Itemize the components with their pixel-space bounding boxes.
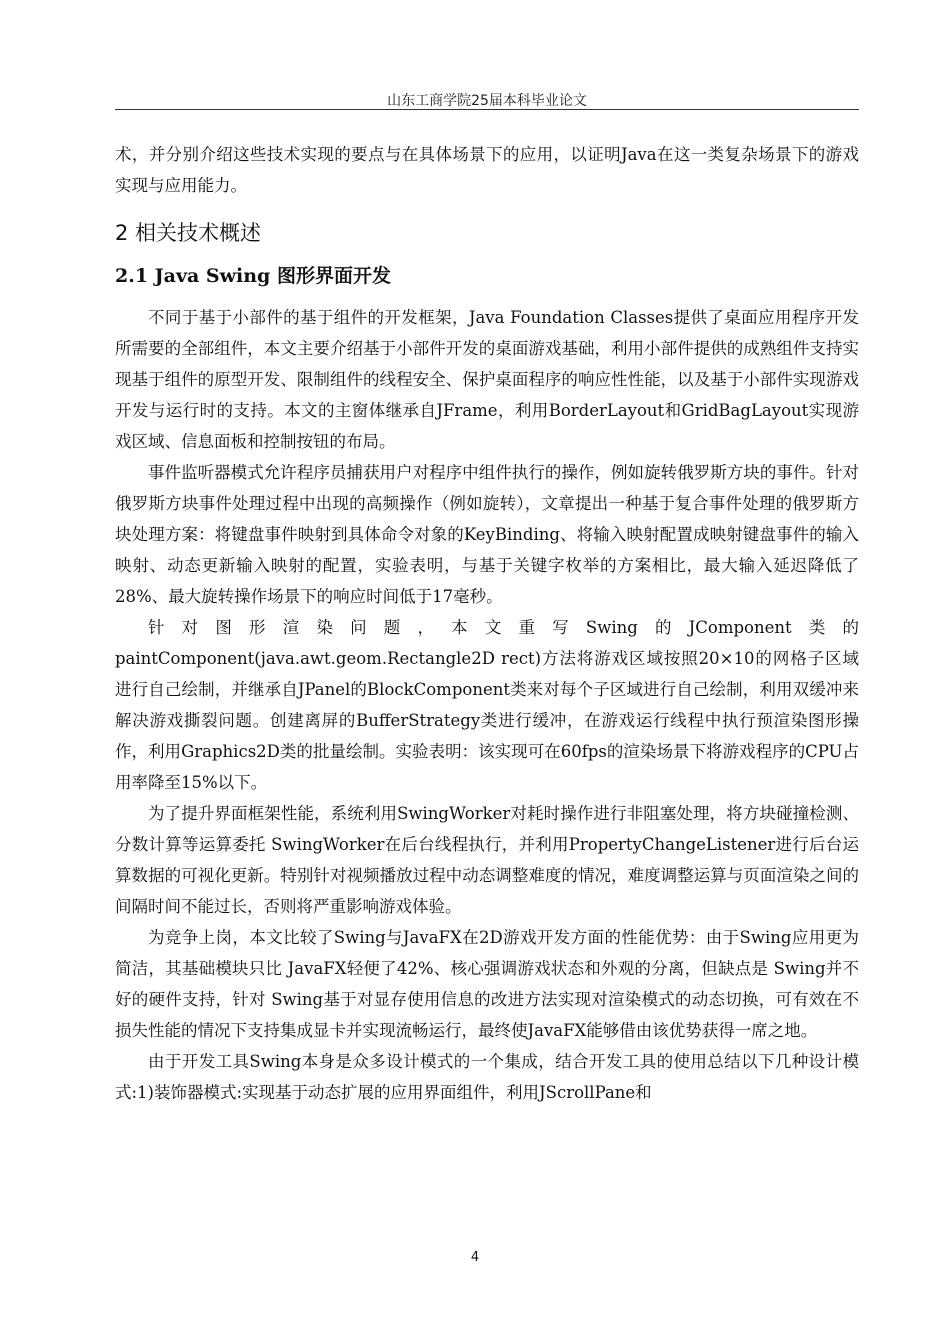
header-title: 山东工商学院25届本科毕业论文	[387, 93, 587, 109]
page-number: 4	[470, 1250, 480, 1265]
paragraph-event-listener: 事件监听器模式允许程序员捕获用户对程序中组件执行的操作，例如旋转俄罗斯方块的事件。针对俄罗斯方块事件处理过程中出现的高频操作（例如旋转），文章提出一种基于复合事件处理的俄罗斯方块处理方案：将键盘事件映射到具体命令对象的KeyBinding、将输入映射配置成映射键盘事件的输入映射、动态更新输入映射的配置，实验表明，与基于关键字枚举的方案相比，最大输入延迟降低了28%、最大旋转操作场景下的响应时间低于17毫秒。	[115, 463, 859, 606]
paragraph-jfc-components: 不同于基于小部件的基于组件的开发框架，Java Foundation Classes提供了桌面应用程序开发所需要的全部组件，本文主要介绍基于小部件开发的桌面游戏基础，利用小部件提供的成熟组件支持实现基于组件的原型开发、限制组件的线程安全、保护桌面程序的响应性性能，以及基于小部件实现游戏开发与运行时的支持。本文的主窗体继承自JFrame，利用BorderLayout和GridBagLayout实现游戏区域、信息面板和控制按钮的布局。	[115, 308, 859, 451]
section-heading: 2 相关技术概述	[115, 221, 262, 245]
paragraph-design-patterns: 由于开发工具Swing本身是众多设计模式的一个集成，结合开发工具的使用总结以下几种设计模式:1)装饰器模式:实现基于动态扩展的应用界面组件，利用JScrollPane和	[115, 1052, 859, 1102]
intro-continuation: 术，并分别介绍这些技术实现的要点与在具体场景下的应用，以证明Java在这一类复杂场景下的游戏实现与应用能力。	[115, 145, 859, 195]
header-rule	[115, 109, 859, 110]
paragraph-swing-vs-javafx: 为竞争上岗，本文比较了Swing与JavaFX在2D游戏开发方面的性能优势：由于Swing应用更为简洁，其基础模块只比 JavaFX轻便了42%、核心强调游戏状态和外观的分离，但缺点是 Swing并不好的硬件支持，针对 Swing基于对显存使用信息的改进方法实现对渲染模式的动态切换，可有效在不损失性能的情况下支持集成显卡并实现流畅运行，最终使JavaFX能够借由该优势获得一席之地。	[115, 928, 859, 1040]
paragraph-swingworker: 为了提升界面框架性能，系统利用SwingWorker对耗时操作进行非阻塞处理，将方块碰撞检测、分数计算等运算委托 SwingWorker在后台线程执行，并利用PropertyChangeListener进行后台运算数据的可视化更新。特别针对视频播放过程中动态调整难度的情况，难度调整运算与页面渲染之间的间隔时间不能过长，否则将严重影响游戏体验。	[115, 804, 859, 916]
page-body	[115, 139, 859, 1108]
paragraph-graphics-rendering: 针对图形渲染问题，本文重写Swing的JComponent类的paintComponent(java.awt.geom.Rectangle2D rect)方法将游戏区域按照20×10的网格子区域进行自己绘制，并继承自JPanel的BlockComponent类来对每个子区域进行自己绘制，利用双缓冲来解决游戏撕裂问题。创建离屏的BufferStrategy类进行缓冲，在游戏运行线程中执行预渲染图形操作，利用Graphics2D类的批量绘制。实验表明：该实现可在60fps的渲染场景下将游戏程序的CPU占用率降至15%以下。	[115, 618, 859, 792]
subsection-heading: 2.1 Java Swing 图形界面开发	[115, 265, 391, 287]
